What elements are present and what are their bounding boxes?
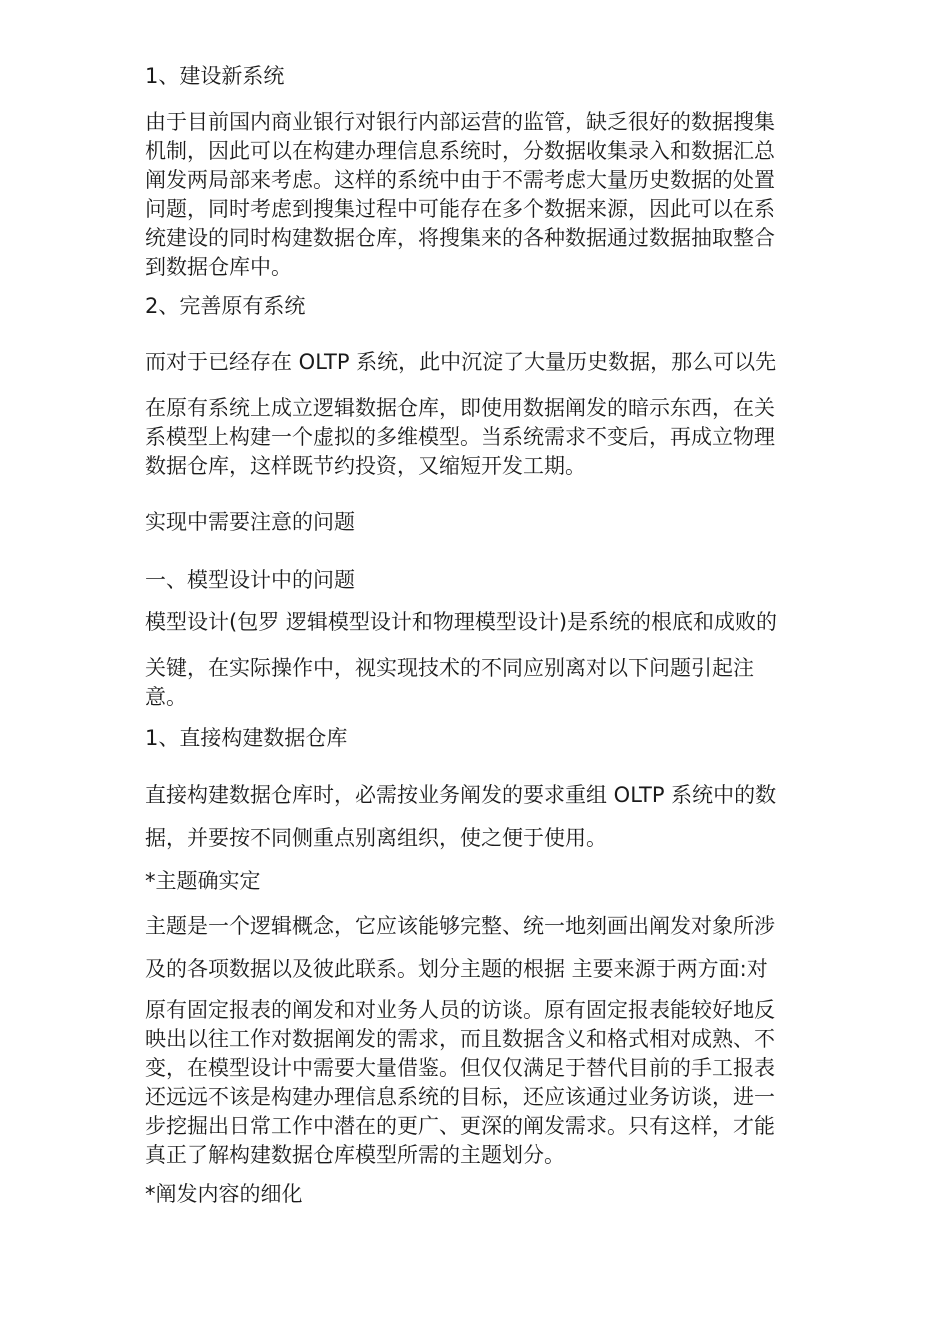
text-line: 统建设的同时构建数据仓库，将搜集来的各种数据通过数据抽取整合 [145, 226, 775, 250]
part1-paragraph [145, 654, 875, 712]
text-line: 意。 [145, 685, 187, 709]
part1-first-line: 模型设计(包罗 逻辑模型设计和物理模型设计)是系统的根底和成败的 [145, 610, 778, 634]
sub1-heading: 1、直接构建数据仓库 [145, 726, 348, 750]
sub1-line2: 据，并要按不同侧重点别离组织，使之便于使用。 [145, 826, 607, 850]
text-line: 数据仓库，这样既节约投资，又缩短开发工期。 [145, 454, 586, 478]
text-line: 步挖掘出日常工作中潜在的更广、更深的阐发需求。只有这样，才能 [145, 1114, 775, 1138]
section2-first-line: 而对于已经存在 OLTP 系统，此中沉淀了大量历史数据，那么可以先 [145, 350, 777, 374]
section1-heading: 1、建设新系统 [145, 64, 285, 88]
text-line: 真正了解构建数据仓库模型所需的主题划分。 [145, 1143, 565, 1167]
part1-heading: 一、模型设计中的问题 [145, 568, 355, 592]
topic-paragraph [145, 996, 875, 1170]
sub1-line1: 直接构建数据仓库时，必需按业务阐发的要求重组 OLTP 系统中的数 [145, 783, 777, 807]
text-line: 问题，同时考虑到搜集过程中可能存在多个数据来源，因此可以在系 [145, 197, 775, 221]
text-line: 原有固定报表的阐发和对业务人员的访谈。原有固定报表能较好地反 [145, 998, 775, 1022]
text-line: 在原有系统上成立逻辑数据仓库，即使用数据阐发的暗示东西，在关 [145, 396, 775, 420]
section2-heading: 2、完善原有系统 [145, 294, 306, 318]
text-line: 还远远不该是构建办理信息系统的目标，还应该通过业务访谈，进一 [145, 1085, 775, 1109]
text-line: 机制，因此可以在构建办理信息系统时，分数据收集录入和数据汇总 [145, 139, 775, 163]
text-line: 关键，在实际操作中，视实现技术的不同应别离对以下问题引起注 [145, 656, 754, 680]
topic-line1: 主题是一个逻辑概念，它应该能够完整、统一地刻画出阐发对象所涉 [145, 914, 775, 938]
detail-heading: *阐发内容的细化 [145, 1182, 303, 1206]
notes-heading: 实现中需要注意的问题 [145, 510, 355, 534]
text-line: 系模型上构建一个虚拟的多维模型。当系统需求不变后，再成立物理 [145, 425, 775, 449]
text-line: 由于目前国内商业银行对银行内部运营的监管，缺乏很好的数据搜集 [145, 110, 775, 134]
text-line: 阐发两局部来考虑。这样的系统中由于不需考虑大量历史数据的处置 [145, 168, 775, 192]
section1-paragraph [145, 108, 875, 282]
text-line: 映出以往工作对数据阐发的需求，而且数据含义和格式相对成熟、不 [145, 1027, 775, 1051]
topic-line2: 及的各项数据以及彼此联系。划分主题的根据 主要来源于两方面:对 [145, 957, 768, 981]
section2-paragraph [145, 394, 875, 481]
topic-heading: *主题确实定 [145, 869, 261, 893]
text-line: 到数据仓库中。 [145, 255, 292, 279]
text-line: 变，在模型设计中需要大量借鉴。但仅仅满足于替代目前的手工报表 [145, 1056, 775, 1080]
